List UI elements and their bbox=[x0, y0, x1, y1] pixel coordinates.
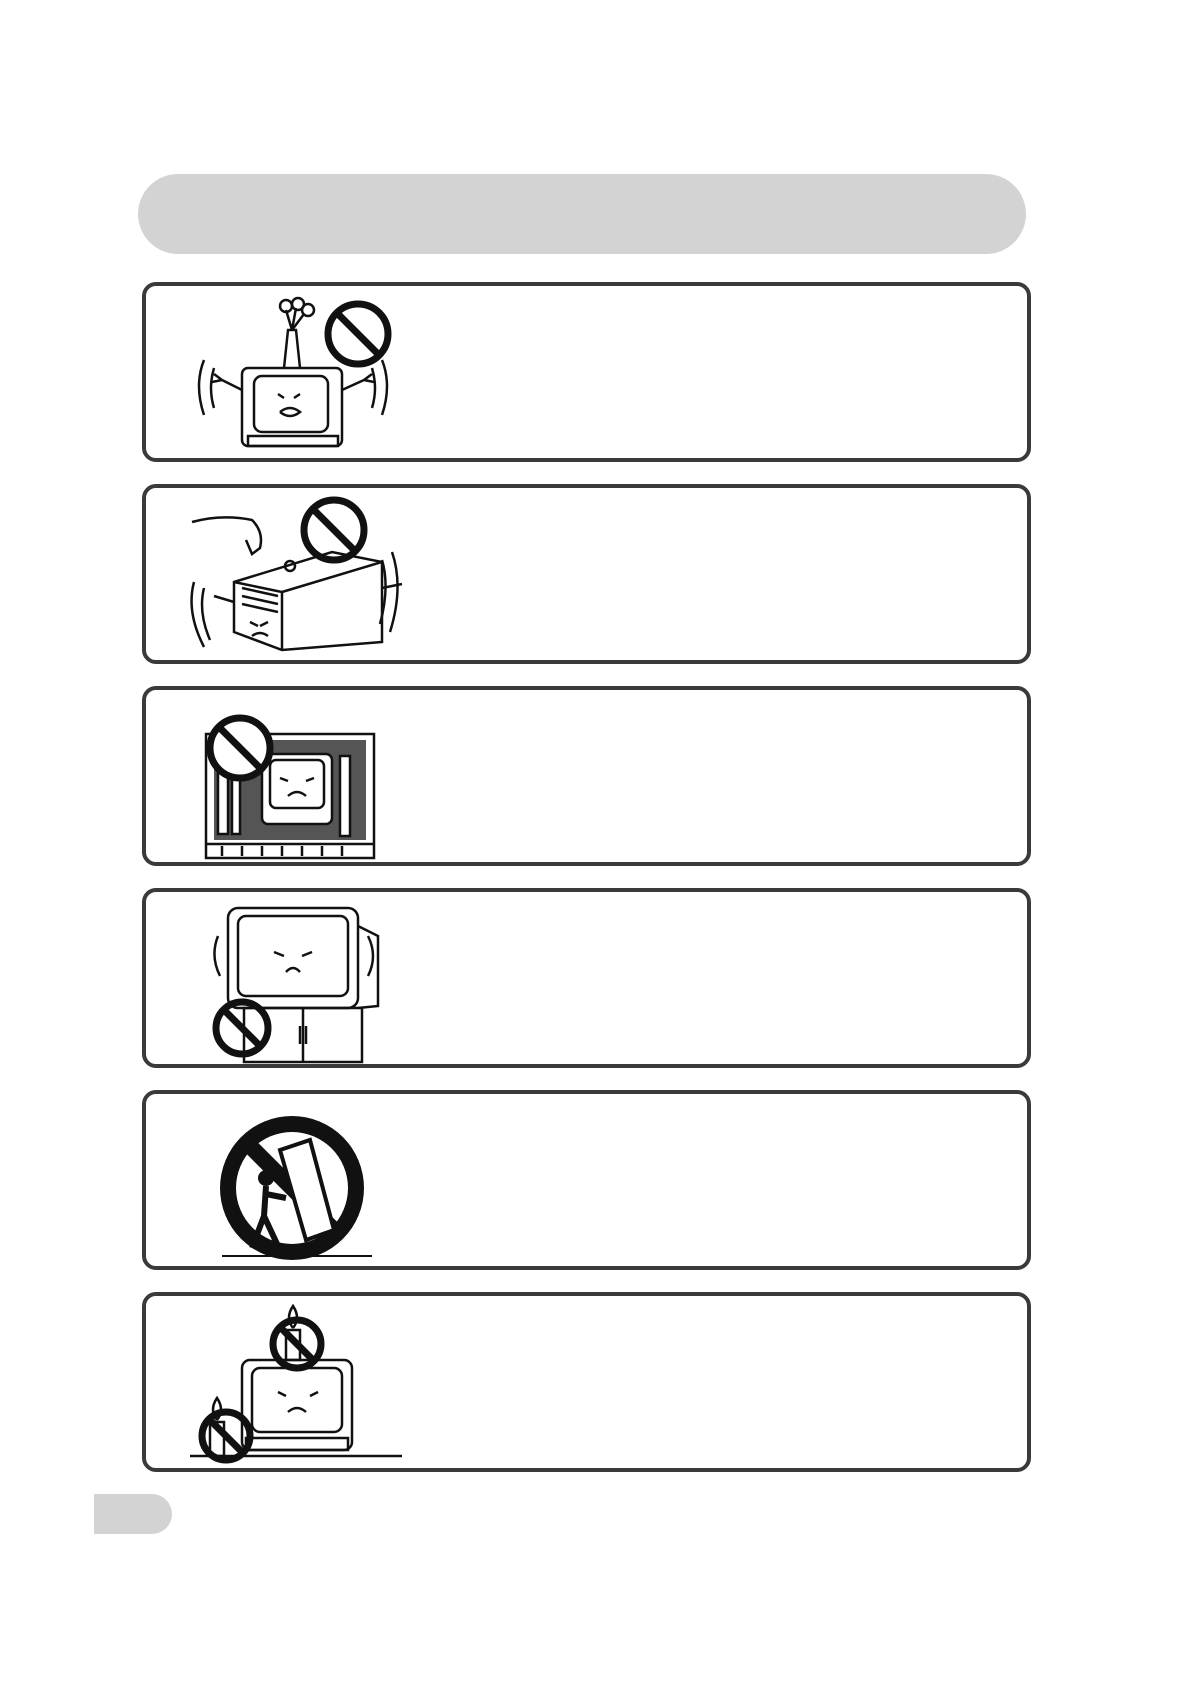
enclosed-cabinet-prohibited-icon bbox=[182, 694, 402, 864]
warning-card-3 bbox=[142, 686, 1031, 866]
candle-flame-prohibited-icon bbox=[182, 1300, 412, 1470]
opening-back-cover-prohibited-icon bbox=[182, 492, 412, 662]
unstable-stand-prohibited-icon bbox=[182, 896, 402, 1066]
warning-card-6 bbox=[142, 1292, 1031, 1472]
section-header-bar bbox=[138, 174, 1026, 254]
warning-card-2 bbox=[142, 484, 1031, 664]
warning-card-4 bbox=[142, 888, 1031, 1068]
cart-tip-over-prohibited-icon bbox=[182, 1098, 402, 1268]
warning-card-5 bbox=[142, 1090, 1031, 1270]
page-number-tab bbox=[94, 1494, 172, 1534]
tv-vase-on-top-prohibited-icon bbox=[182, 290, 402, 460]
warning-card-1 bbox=[142, 282, 1031, 462]
